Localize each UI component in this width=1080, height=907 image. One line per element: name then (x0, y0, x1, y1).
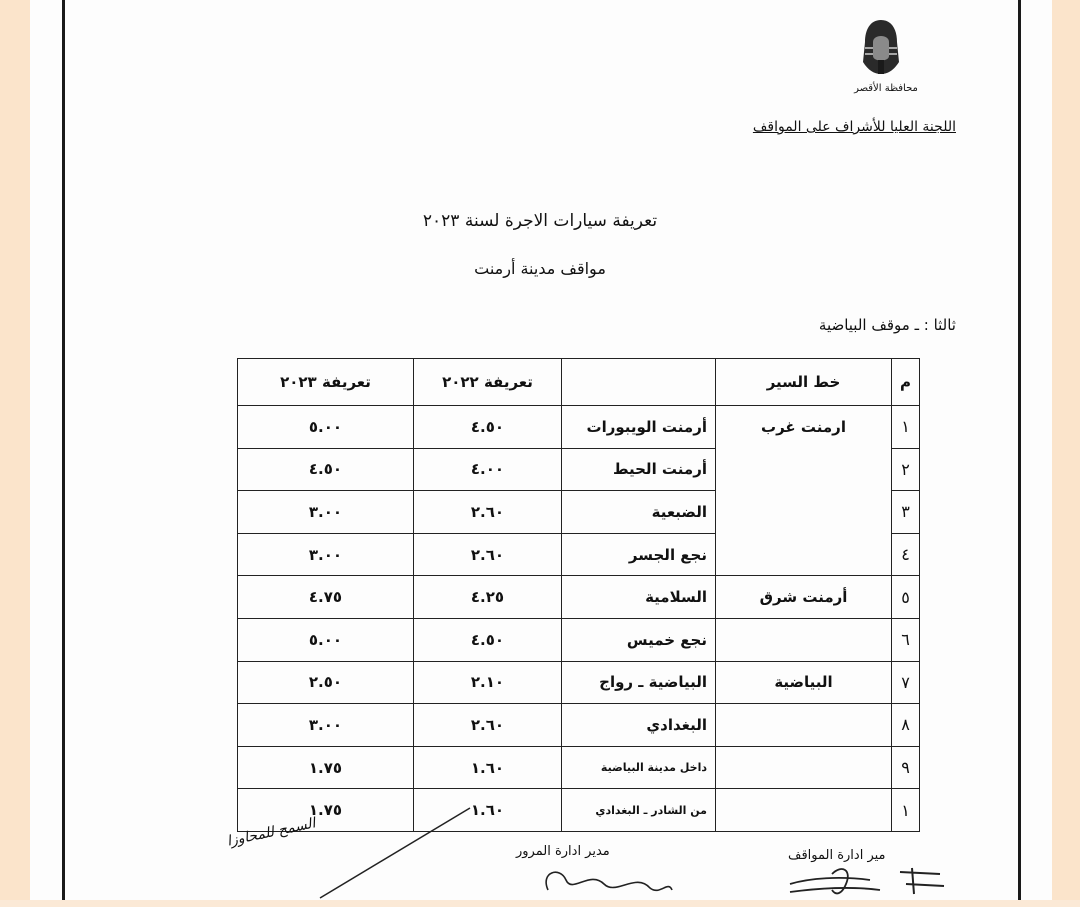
fare-2022: ١.٦٠ (414, 746, 562, 789)
stop-name: السلامية (562, 576, 716, 619)
fare-2023: ٣.٠٠ (238, 533, 414, 576)
stop-name: البغدادي (562, 704, 716, 747)
stop-name: نجع الجسر (562, 533, 716, 576)
header-stop (562, 359, 716, 406)
table-row (238, 406, 920, 449)
route-line (716, 618, 892, 661)
row-number: ٥ (892, 576, 920, 619)
fare-2022: ٤.٥٠ (414, 618, 562, 661)
row-number: ٤ (892, 533, 920, 576)
fare-2022: ٢.١٠ (414, 661, 562, 704)
traffic-manager-label: مدير ادارة المرور (516, 844, 610, 859)
stop-name: نجع خميس (562, 618, 716, 661)
route-line: أرمنت شرق (716, 576, 892, 619)
handwritten-note: السمح للمحاوزا (225, 815, 317, 850)
section-heading: ثالثا : ـ موقف البياضية (818, 316, 956, 334)
fare-2022: ٢.٦٠ (414, 533, 562, 576)
fare-2023: ٤.٧٥ (238, 576, 414, 619)
row-number: ٨ (892, 704, 920, 747)
fare-2023: ١.٧٥ (238, 746, 414, 789)
page-border-right (1018, 0, 1021, 900)
row-number: ٧ (892, 661, 920, 704)
table-row (238, 661, 920, 704)
document-subtitle: مواقف مدينة أرمنت (474, 259, 606, 278)
governorate-label: محافظة الأقصر (854, 83, 918, 94)
header-num: م (892, 359, 920, 406)
parking-manager-label: مير ادارة المواقف (788, 848, 886, 863)
fare-2022: ٤.٢٥ (414, 576, 562, 619)
row-number: ١ (892, 789, 920, 832)
fare-2022: ٢.٦٠ (414, 491, 562, 534)
fare-2023: ٢.٥٠ (238, 661, 414, 704)
header-line: خط السير (716, 359, 892, 406)
fare-2022: ١.٦٠ (414, 789, 562, 832)
route-line: البياضية (716, 661, 892, 704)
left-margin (0, 0, 30, 900)
document-title: تعريفة سيارات الاجرة لسنة ٢٠٢٣ (422, 211, 658, 231)
fare-table (237, 358, 920, 832)
stop-name: داخل مدينة البياضية (562, 746, 716, 789)
table-row (238, 576, 920, 619)
pharaoh-emblem-icon (858, 18, 904, 78)
header-fare-2022: تعريفة ٢٠٢٢ (414, 359, 562, 406)
fare-2023: ٣.٠٠ (238, 704, 414, 747)
row-number: ١ (892, 406, 920, 449)
stop-name: الضبعية (562, 491, 716, 534)
route-line (716, 704, 892, 747)
page-border-left (62, 0, 65, 900)
header-fare-2023: تعريفة ٢٠٢٣ (238, 359, 414, 406)
committee-heading: اللجنة العليا للأشراف على المواقف (752, 119, 956, 135)
table-row (238, 746, 920, 789)
stop-name: البياضية ـ رواج (562, 661, 716, 704)
right-margin (1052, 0, 1080, 900)
fare-2023: ٥.٠٠ (238, 406, 414, 449)
route-line (716, 746, 892, 789)
table-row (238, 789, 920, 832)
row-number: ٦ (892, 618, 920, 661)
row-number: ٩ (892, 746, 920, 789)
fare-2023: ٤.٥٠ (238, 448, 414, 491)
route-line: ارمنت غرب (716, 406, 892, 576)
route-line (716, 789, 892, 832)
table-header-row (238, 359, 920, 406)
fare-2022: ٤.٠٠ (414, 448, 562, 491)
fare-2022: ٢.٦٠ (414, 704, 562, 747)
stop-name: أرمنت الويبورات (562, 406, 716, 449)
row-number: ٢ (892, 448, 920, 491)
row-number: ٣ (892, 491, 920, 534)
stop-name: أرمنت الحيط (562, 448, 716, 491)
table-row (238, 704, 920, 747)
fare-2023: ٣.٠٠ (238, 491, 414, 534)
fare-2022: ٤.٥٠ (414, 406, 562, 449)
stop-name: من الشادر ـ البغدادي (562, 789, 716, 832)
fare-2023: ١.٧٥ (238, 789, 414, 832)
table-row (238, 618, 920, 661)
fare-2023: ٥.٠٠ (238, 618, 414, 661)
